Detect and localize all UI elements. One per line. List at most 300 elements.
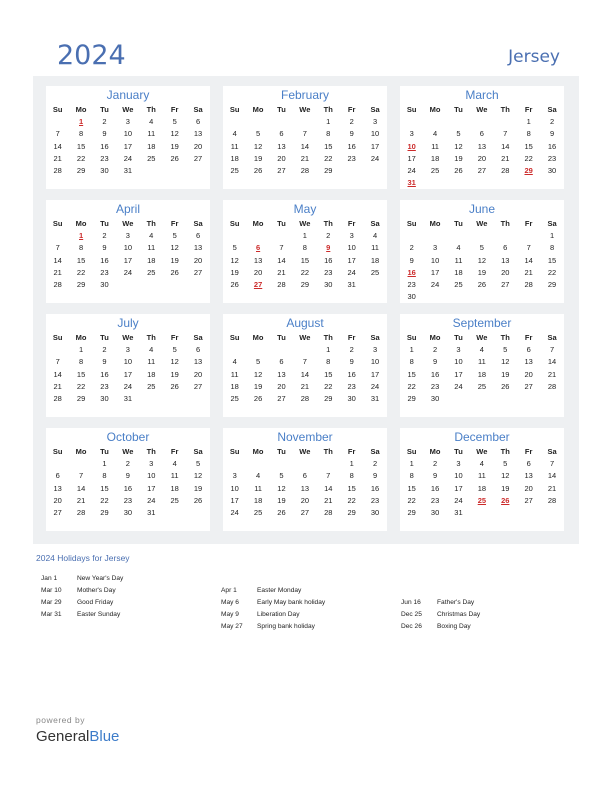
holiday-name: Boxing Day (437, 623, 471, 630)
day-cell: 10 (370, 357, 380, 367)
weekday-header: Mo (75, 105, 87, 114)
weekday-header: Th (323, 219, 333, 228)
day-cell: 24 (454, 495, 463, 505)
month-card-september (400, 314, 564, 417)
day-cell: 23 (347, 153, 356, 163)
day-cell: 2 (102, 231, 107, 240)
weekday-header: We (476, 105, 488, 114)
day-cell: 17 (454, 483, 463, 493)
day-cell: 19 (170, 369, 179, 379)
day-cell: 24 (123, 267, 133, 277)
day-grid (400, 218, 564, 304)
day-cell: 13 (501, 255, 510, 265)
weekday-header: Th (500, 105, 510, 114)
day-cell: 25 (230, 394, 239, 404)
day-cell: 9 (409, 255, 414, 265)
day-cell: 4 (433, 129, 438, 139)
day-cell: 25 (230, 166, 239, 176)
holiday-day-cell: 1 (79, 231, 84, 240)
weekday-header: Th (323, 105, 333, 114)
powered-by-text: powered by (36, 715, 85, 725)
day-cell: 10 (430, 255, 440, 265)
day-cell: 14 (53, 141, 62, 151)
day-cell: 17 (147, 483, 156, 493)
day-cell: 21 (501, 153, 510, 163)
day-cell: 30 (347, 394, 356, 404)
month-name: July (117, 316, 139, 330)
day-cell: 4 (479, 459, 484, 468)
weekday-header: Su (229, 219, 240, 228)
day-cell: 3 (456, 345, 461, 354)
day-cell: 28 (53, 166, 62, 176)
day-cell: 16 (430, 369, 440, 379)
weekday-header: Th (146, 105, 156, 114)
weekday-header: Fr (347, 105, 356, 114)
day-cell: 9 (102, 357, 107, 367)
day-cell: 5 (232, 243, 237, 253)
day-cell: 12 (253, 141, 263, 151)
day-cell: 13 (193, 243, 203, 253)
weekday-header: Th (500, 447, 510, 456)
day-cell: 29 (76, 280, 86, 290)
day-cell: 19 (501, 369, 510, 379)
brand-logo[interactable] (36, 728, 119, 745)
day-cell: 21 (547, 369, 557, 379)
day-cell: 1 (409, 459, 414, 468)
day-cell: 7 (549, 459, 555, 468)
month-card-july (46, 314, 210, 417)
day-cell: 10 (230, 483, 239, 493)
day-cell: 2 (102, 345, 107, 354)
day-cell: 6 (195, 231, 201, 240)
empty-cell (246, 230, 269, 242)
weekday-header: Mo (429, 219, 441, 228)
holiday-date: Mar 31 (41, 611, 62, 618)
weekday-header: Mo (429, 447, 441, 456)
holiday-day-cell: 10 (407, 141, 416, 151)
weekday-header: Fr (170, 447, 179, 456)
day-cell: 13 (524, 471, 533, 481)
day-cell: 16 (370, 483, 380, 493)
day-cell: 6 (55, 471, 60, 481)
day-cell: 15 (407, 369, 416, 379)
day-cell: 4 (456, 243, 461, 253)
day-cell: 6 (195, 345, 201, 354)
day-cell: 1 (102, 459, 107, 468)
day-cell: 31 (123, 166, 133, 176)
day-cell: 4 (149, 117, 154, 126)
weekday-header: We (122, 219, 134, 228)
day-cell: 20 (253, 267, 263, 277)
day-cell: 3 (372, 117, 378, 126)
weekday-header: Tu (277, 447, 286, 456)
day-cell: 18 (170, 483, 179, 493)
day-cell: 3 (409, 129, 414, 139)
day-cell: 7 (503, 129, 508, 139)
day-cell: 27 (193, 153, 203, 163)
day-cell: 31 (347, 280, 356, 290)
holiday-date: Apr 1 (221, 587, 237, 594)
day-cell: 28 (53, 394, 62, 404)
holiday-column-1 (41, 573, 123, 621)
day-cell: 11 (147, 243, 156, 253)
day-cell: 7 (55, 243, 60, 253)
day-cell: 12 (277, 483, 286, 493)
day-cell: 11 (230, 369, 239, 379)
month-card-january (46, 86, 210, 189)
day-cell: 2 (349, 117, 354, 126)
day-cell: 13 (193, 357, 203, 367)
day-cell: 11 (454, 255, 463, 265)
weekday-header: Su (52, 219, 63, 228)
day-cell: 3 (456, 459, 461, 468)
weekday-header: Fr (170, 105, 179, 114)
holiday-name: Good Friday (77, 599, 114, 606)
month-name: August (286, 316, 324, 330)
day-cell: 31 (370, 394, 380, 404)
day-cell: 14 (53, 369, 62, 379)
weekday-header: Mo (252, 447, 264, 456)
weekday-header: Th (146, 333, 156, 342)
day-cell: 18 (147, 141, 156, 151)
empty-cell (423, 116, 446, 128)
day-cell: 3 (232, 471, 237, 481)
weekday-header: Sa (370, 219, 380, 228)
day-grid (46, 446, 210, 519)
day-cell: 3 (125, 345, 130, 354)
weekday-header: Fr (524, 447, 533, 456)
page-title: 2024 (57, 40, 126, 71)
day-cell: 16 (430, 483, 440, 493)
weekday-header: Sa (193, 105, 203, 114)
day-cell: 17 (347, 255, 356, 265)
day-cell: 20 (277, 153, 286, 163)
day-cell: 6 (302, 471, 307, 481)
day-cell: 20 (193, 141, 203, 151)
empty-cell (494, 116, 517, 128)
month-card-december (400, 428, 564, 531)
day-cell: 14 (53, 255, 62, 265)
day-cell: 5 (172, 117, 177, 126)
day-cell: 21 (53, 153, 62, 163)
holiday-day-cell: 1 (79, 117, 84, 126)
day-cell: 10 (123, 357, 133, 367)
day-cell: 3 (433, 243, 438, 253)
day-cell: 17 (123, 255, 133, 265)
day-cell: 18 (147, 369, 156, 379)
empty-cell (223, 230, 246, 242)
holiday-row (401, 609, 480, 621)
day-cell: 21 (524, 267, 533, 277)
empty-cell (517, 230, 540, 242)
day-cell: 8 (326, 357, 331, 367)
weekday-header: Th (500, 219, 510, 228)
day-cell: 26 (170, 381, 179, 391)
day-cell: 8 (79, 357, 84, 367)
day-grid (223, 332, 387, 405)
day-cell: 23 (407, 280, 416, 290)
day-cell: 23 (430, 381, 440, 391)
holiday-day-cell: 27 (253, 280, 263, 290)
day-cell: 21 (300, 153, 310, 163)
day-cell: 30 (100, 166, 109, 176)
day-cell: 7 (302, 129, 307, 139)
empty-cell (400, 230, 423, 242)
day-cell: 1 (302, 231, 307, 240)
day-cell: 14 (300, 141, 310, 151)
day-cell: 29 (100, 508, 109, 518)
day-cell: 11 (371, 243, 379, 253)
day-cell: 16 (123, 483, 133, 493)
empty-cell (246, 116, 269, 128)
day-cell: 24 (370, 381, 380, 391)
day-cell: 25 (170, 495, 179, 505)
day-cell: 28 (547, 495, 557, 505)
day-cell: 15 (347, 483, 356, 493)
day-cell: 26 (253, 394, 263, 404)
day-cell: 22 (76, 267, 86, 277)
holiday-date: Mar 29 (41, 599, 62, 606)
day-cell: 10 (454, 471, 463, 481)
weekday-header: Tu (454, 105, 463, 114)
day-cell: 26 (170, 153, 179, 163)
day-cell: 30 (547, 166, 557, 176)
day-cell: 1 (326, 345, 331, 354)
day-cell: 23 (100, 267, 109, 277)
day-cell: 14 (524, 255, 533, 265)
day-cell: 10 (347, 243, 356, 253)
weekday-header: Su (406, 333, 417, 342)
month-name: November (277, 430, 333, 444)
day-cell: 3 (349, 231, 354, 240)
day-cell: 5 (456, 129, 461, 139)
day-cell: 8 (409, 357, 414, 367)
day-cell: 13 (253, 255, 263, 265)
day-cell: 5 (195, 459, 201, 468)
weekday-header: Sa (547, 219, 557, 228)
holiday-row (41, 585, 123, 597)
day-cell: 6 (526, 459, 531, 468)
weekday-header: Su (52, 447, 63, 456)
empty-cell (223, 116, 246, 128)
day-cell: 17 (370, 369, 380, 379)
month-card-june (400, 200, 564, 303)
empty-cell (293, 116, 316, 128)
day-cell: 4 (149, 345, 154, 354)
holiday-day-cell: 25 (477, 495, 487, 505)
day-cell: 12 (454, 141, 463, 151)
day-grid (223, 218, 387, 291)
day-cell: 23 (547, 153, 557, 163)
day-cell: 10 (370, 129, 380, 139)
weekday-header: Th (146, 447, 156, 456)
day-cell: 3 (125, 231, 130, 240)
day-cell: 29 (407, 394, 416, 404)
empty-cell (46, 116, 69, 128)
day-cell: 6 (503, 243, 508, 253)
holiday-name: Early May bank holiday (257, 599, 326, 606)
day-cell: 13 (277, 141, 286, 151)
day-cell: 3 (149, 459, 154, 468)
empty-cell (423, 230, 446, 242)
weekday-header: Fr (524, 219, 533, 228)
day-cell: 18 (477, 369, 487, 379)
day-cell: 15 (524, 141, 533, 151)
day-cell: 16 (100, 255, 109, 265)
day-cell: 28 (300, 394, 310, 404)
weekday-header: Tu (277, 219, 286, 228)
weekday-header: We (299, 219, 311, 228)
day-cell: 12 (253, 369, 263, 379)
month-name: April (115, 202, 140, 216)
day-cell: 5 (279, 471, 284, 481)
day-cell: 25 (430, 166, 440, 176)
day-cell: 29 (407, 508, 416, 518)
day-cell: 27 (277, 394, 286, 404)
weekday-header: Sa (370, 333, 380, 342)
weekday-header: We (299, 447, 311, 456)
weekday-header: Sa (547, 333, 557, 342)
day-cell: 4 (479, 345, 484, 354)
day-cell: 31 (123, 394, 133, 404)
day-cell: 8 (409, 471, 414, 481)
day-cell: 27 (501, 280, 510, 290)
day-cell: 14 (277, 255, 286, 265)
day-cell: 19 (170, 255, 179, 265)
weekday-header: Sa (193, 333, 203, 342)
holiday-row (221, 597, 325, 609)
day-cell: 9 (102, 243, 107, 253)
day-cell: 29 (76, 166, 86, 176)
day-cell: 8 (79, 243, 84, 253)
empty-cell (447, 230, 470, 242)
weekday-header: Su (406, 105, 417, 114)
holiday-row (41, 597, 123, 609)
day-cell: 22 (407, 381, 416, 391)
day-cell: 30 (123, 508, 133, 518)
day-cell: 16 (347, 369, 356, 379)
holiday-column-2 (221, 585, 325, 633)
day-cell: 21 (76, 495, 86, 505)
day-cell: 12 (170, 129, 179, 139)
day-cell: 5 (172, 231, 177, 240)
day-cell: 17 (407, 153, 416, 163)
day-cell: 19 (253, 381, 263, 391)
holiday-name: Easter Sunday (77, 611, 121, 618)
day-cell: 14 (547, 357, 557, 367)
weekday-header: Fr (524, 333, 533, 342)
weekday-header: Su (229, 333, 240, 342)
day-cell: 2 (102, 117, 107, 126)
day-cell: 17 (123, 141, 133, 151)
month-name: May (293, 202, 317, 216)
day-cell: 8 (102, 471, 107, 481)
month-name: February (280, 88, 330, 102)
holiday-row (221, 609, 325, 621)
weekday-header: Fr (170, 219, 179, 228)
day-cell: 29 (324, 166, 333, 176)
empty-cell (400, 116, 423, 128)
empty-cell (494, 230, 517, 242)
day-cell: 19 (477, 267, 487, 277)
holiday-row (221, 621, 325, 633)
day-cell: 19 (277, 495, 286, 505)
weekday-header: We (122, 105, 134, 114)
weekday-header: Mo (429, 333, 441, 342)
empty-cell (46, 344, 69, 356)
day-cell: 30 (100, 394, 109, 404)
day-cell: 14 (76, 483, 86, 493)
day-cell: 19 (454, 153, 463, 163)
holiday-day-cell: 29 (524, 166, 533, 176)
weekday-header: Sa (193, 447, 203, 456)
day-cell: 22 (300, 267, 310, 277)
day-cell: 18 (253, 495, 263, 505)
day-cell: 29 (300, 280, 310, 290)
day-cell: 31 (147, 508, 156, 518)
month-card-october (46, 428, 210, 531)
day-cell: 23 (370, 495, 380, 505)
day-cell: 24 (123, 381, 133, 391)
day-cell: 7 (55, 129, 60, 139)
day-cell: 27 (277, 166, 286, 176)
day-grid (46, 104, 210, 177)
day-cell: 28 (277, 280, 286, 290)
empty-cell (223, 458, 246, 470)
day-cell: 28 (300, 166, 310, 176)
holiday-date: May 6 (221, 599, 239, 606)
day-cell: 18 (477, 483, 487, 493)
day-cell: 12 (170, 357, 179, 367)
day-cell: 17 (430, 267, 440, 277)
holiday-date: Dec 26 (401, 623, 422, 630)
day-cell: 9 (102, 129, 107, 139)
empty-cell (470, 230, 493, 242)
weekday-header: Fr (347, 333, 356, 342)
empty-cell (270, 230, 293, 242)
day-cell: 15 (100, 483, 109, 493)
day-cell: 27 (477, 166, 487, 176)
empty-cell (270, 458, 293, 470)
weekday-header: Tu (100, 219, 109, 228)
day-cell: 30 (370, 508, 380, 518)
day-grid (400, 104, 564, 190)
day-cell: 27 (300, 508, 310, 518)
day-cell: 12 (193, 471, 203, 481)
day-cell: 22 (547, 267, 557, 277)
month-grid (46, 86, 564, 531)
day-cell: 5 (479, 243, 484, 253)
month-card-february (223, 86, 387, 189)
day-cell: 26 (454, 166, 463, 176)
day-cell: 10 (147, 471, 156, 481)
weekday-header: Tu (454, 447, 463, 456)
empty-cell (246, 344, 269, 356)
month-card-august (223, 314, 387, 417)
day-cell: 8 (549, 243, 555, 253)
day-cell: 23 (324, 267, 333, 277)
day-cell: 24 (407, 166, 416, 176)
day-grid (400, 332, 564, 405)
day-cell: 6 (279, 129, 284, 139)
empty-cell (270, 116, 293, 128)
day-cell: 7 (302, 357, 307, 367)
day-cell: 23 (347, 381, 356, 391)
day-cell: 4 (232, 357, 237, 367)
holiday-row (221, 585, 325, 597)
empty-cell (447, 116, 470, 128)
day-cell: 24 (454, 381, 463, 391)
